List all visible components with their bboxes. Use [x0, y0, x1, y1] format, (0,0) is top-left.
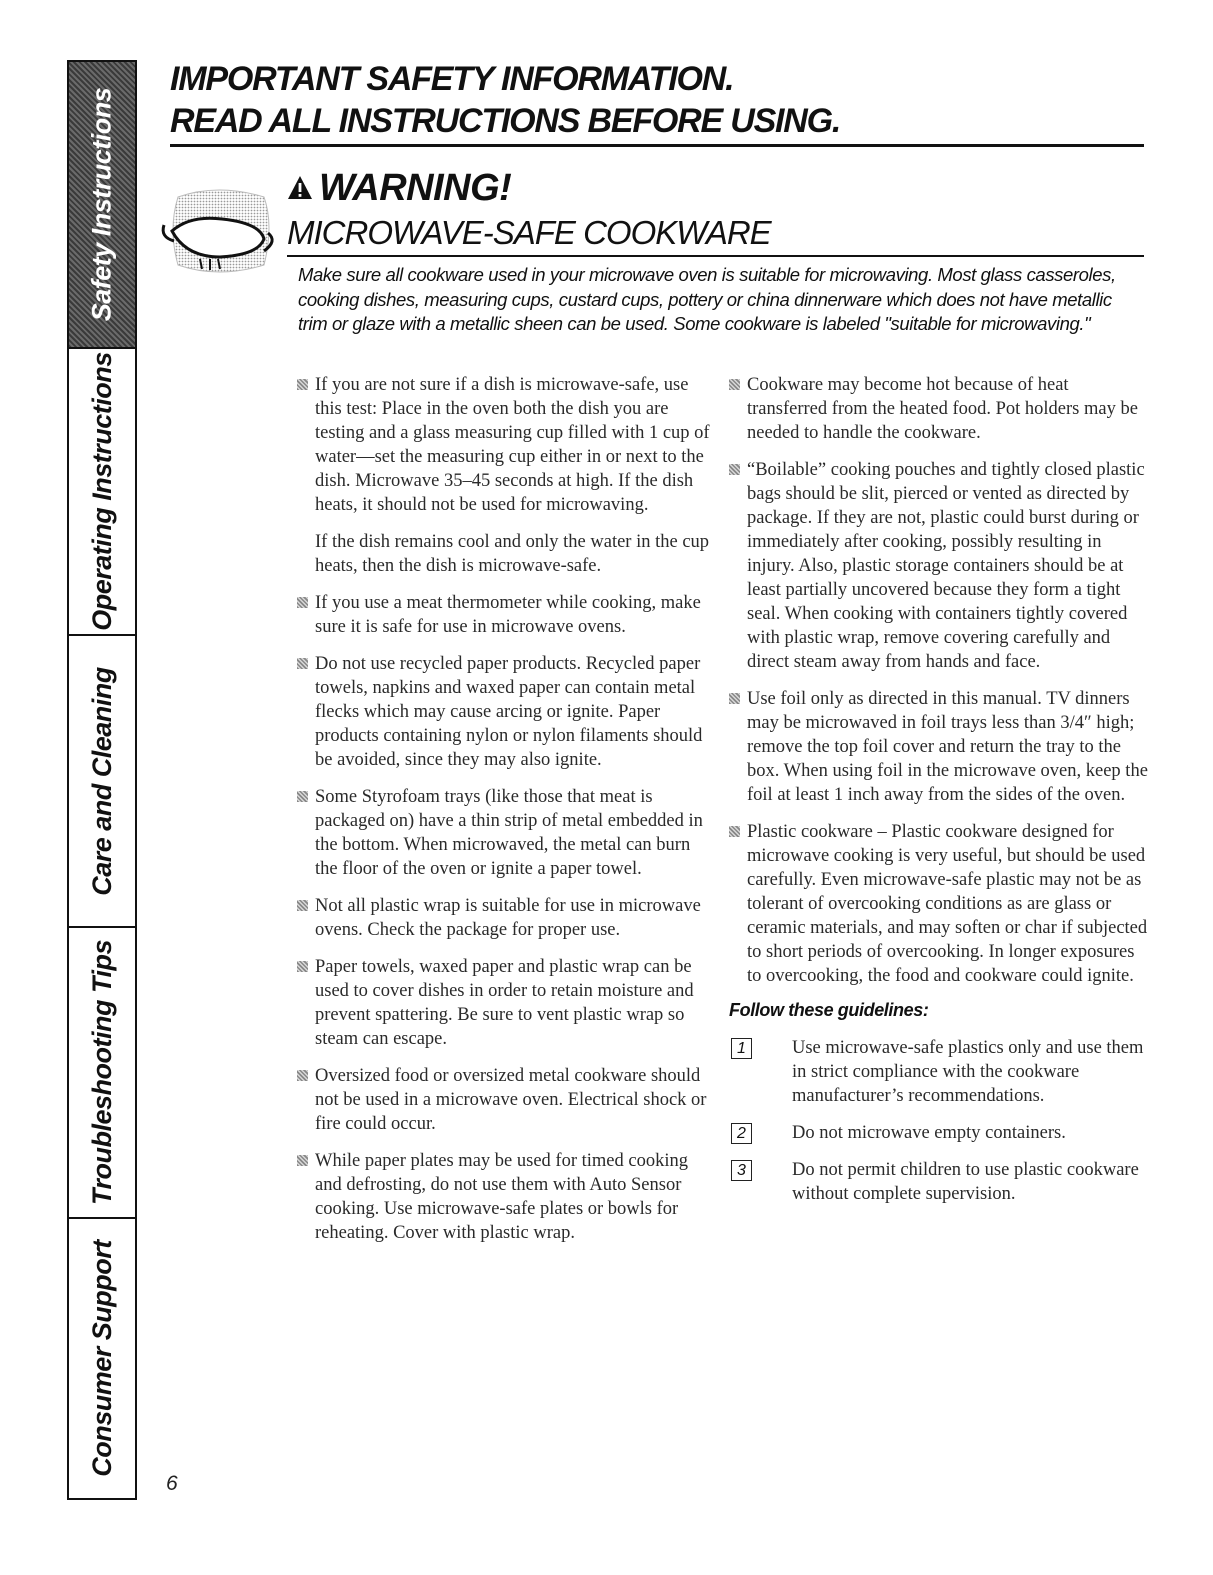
warning-triangle-icon	[287, 175, 313, 201]
bullet-item: Do not use recycled paper products. Recycled paper towels, napkins and waxed paper can contain metal flecks which may cause arcing or ignite. Paper products containing nylon or nylon filaments should be avoided, since they may also ignite.	[297, 652, 715, 772]
tab-label: Care and Cleaning	[86, 666, 117, 896]
guideline-number: 3	[731, 1160, 752, 1181]
guideline-text: Do not microwave empty containers.	[792, 1123, 1066, 1143]
warning-title	[287, 166, 511, 210]
bullet-item: “Boilable” cooking pouches and tightly closed plastic bags should be slit, pierced or vented as directed by package. If they are not, plastic could burst during or immediately after cooking, possibly resulting in injury. Also, plastic storage containers should be at least partially uncovered because they form a tight seal. When cooking with containers tightly covered with plastic wrap, remove covering carefully and direct steam away from hands and face.	[729, 458, 1149, 674]
header-line-1: IMPORTANT SAFETY INFORMATION.	[170, 60, 734, 98]
page-number: 6	[166, 1472, 178, 1495]
guideline-text: Do not permit children to use plastic cookware without complete supervision.	[792, 1160, 1139, 1204]
guidelines-heading: Follow these guidelines:	[729, 1000, 929, 1020]
guideline-number: 1	[731, 1038, 752, 1059]
subtitle-divider	[287, 255, 1144, 257]
section-tabs	[67, 60, 137, 1500]
bullet-item: While paper plates may be used for timed cooking and defrosting, do not use them with Auto Sensor cooking. Use microwave-safe plates or bowls for reheating. Cover with plastic wrap.	[297, 1149, 715, 1245]
bullet-item: Some Styrofoam trays (like those that meat is packaged on) have a thin strip of metal embedded in the bottom. When microwaved, the metal can burn the floor of the oven or ignite a paper towel.	[297, 785, 715, 881]
tab-safety-instructions[interactable]	[69, 62, 135, 349]
left-column	[297, 373, 715, 1258]
bullet-item: If you use a meat thermometer while cooking, make sure it is safe for use in microwave ovens.	[297, 591, 715, 639]
right-column	[729, 373, 1149, 1219]
guideline-item	[729, 1158, 1149, 1206]
bullet-followup: If the dish remains cool and only the water in the cup heats, then the dish is microwave-safe.	[315, 532, 710, 576]
header-line-2: READ ALL INSTRUCTIONS BEFORE USING.	[170, 102, 841, 140]
guideline-item	[729, 1036, 1149, 1108]
bullet-item: Use foil only as directed in this manual. TV dinners may be microwaved in foil trays less than 3/4″ high; remove the top foil cover and return the tray to the box. When using foil in the microwave oven, keep the foil at least 1 inch away from the sides of the oven.	[729, 687, 1149, 807]
tab-operating-instructions[interactable]	[69, 349, 135, 636]
bullet-item: If you are not sure if a dish is microwave-safe, use this test: Place in the oven both the dish you are testing and a glass measuring cup filled with 1 cup of water—set the measuring cup either in or next to the dish. Microwave 35–45 seconds at high. If the dish heats, it should not be used for microwaving.	[297, 373, 715, 517]
bullet-item: Plastic cookware – Plastic cookware designed for microwave cooking is very useful, but should be used carefully. Even microwave-safe plastic may not be as tolerant of overcooking conditions as are glass or ceramic materials, and may soften or char if subjected to short periods of overcooking. In longer exposures to overcooking, the food and cookware could ignite.	[729, 820, 1149, 988]
guideline-item	[729, 1121, 1149, 1145]
tab-label: Consumer Support	[86, 1240, 117, 1477]
tab-label: Troubleshooting Tips	[86, 940, 117, 1205]
bullet-item: Oversized food or oversized metal cookware should not be used in a microwave oven. Electrical shock or fire could occur.	[297, 1064, 715, 1136]
tab-label: Operating Instructions	[86, 352, 117, 631]
bullet-item: Cookware may become hot because of heat transferred from the heated food. Pot holders may be needed to handle the cookware.	[729, 373, 1149, 445]
warning-title-text: WARNING!	[319, 167, 512, 209]
tab-consumer-support[interactable]	[69, 1219, 135, 1498]
bullet-item: Not all plastic wrap is suitable for use in microwave ovens. Check the package for proper use.	[297, 894, 715, 942]
guideline-text: Use microwave-safe plastics only and use them in strict compliance with the cookware manufacturer’s recommendations.	[792, 1038, 1144, 1106]
casserole-dish-icon	[160, 185, 276, 281]
section-subtitle: MICROWAVE-SAFE COOKWARE	[287, 214, 771, 251]
page-header	[170, 58, 840, 142]
header-divider	[170, 144, 1144, 147]
intro-paragraph: Make sure all cookware used in your microwave oven is suitable for microwaving. Most glass casseroles, cooking dishes, measuring cups, custard cups, pottery or china dinnerware which does not have metallic trim or glaze with a metallic sheen can be used. Some cookware is labeled "suitable for microwaving."	[298, 264, 1116, 334]
tab-label: Safety Instructions	[86, 87, 117, 322]
tab-care-and-cleaning[interactable]	[69, 636, 135, 928]
guideline-number: 2	[731, 1123, 752, 1144]
tab-troubleshooting-tips[interactable]	[69, 928, 135, 1219]
bullet-item: Paper towels, waxed paper and plastic wrap can be used to cover dishes in order to retain moisture and prevent spattering. Be sure to vent plastic wrap so steam can escape.	[297, 955, 715, 1051]
